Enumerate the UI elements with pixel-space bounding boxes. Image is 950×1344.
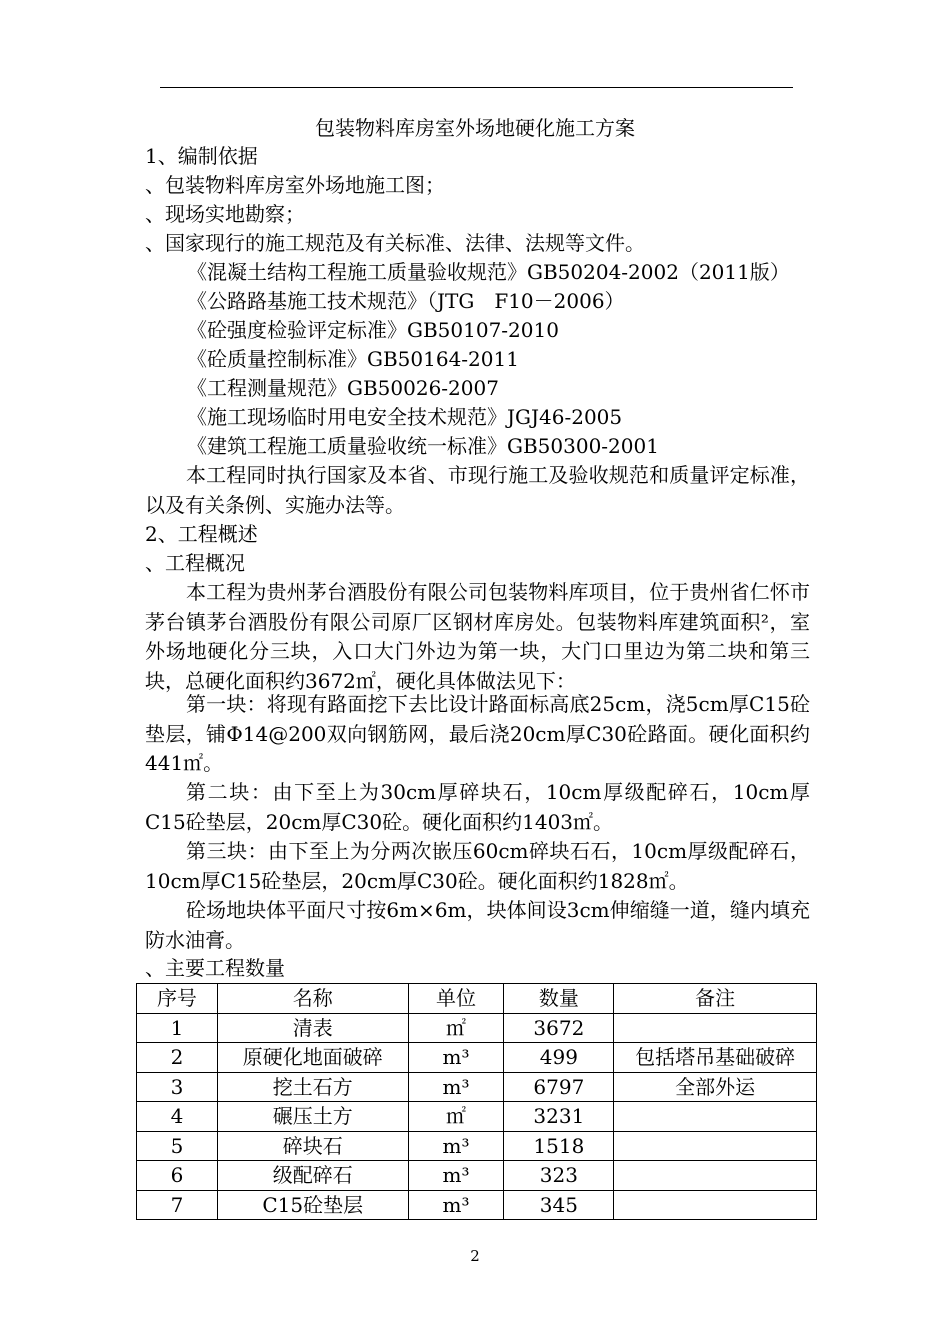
cell-index: 5 xyxy=(137,1131,218,1161)
basis-item: 、国家现行的施工规范及有关标准、法律、法规等文件。 xyxy=(145,231,645,255)
cell-unit: ㎡ xyxy=(408,1102,504,1132)
section-heading-basis: 1、编制依据 xyxy=(145,144,258,168)
reference-item: 《施工现场临时用电安全技术规范》JGJ46-2005 xyxy=(187,405,623,429)
block-two-paragraph: 第二块：由下至上为30cm厚碎块石，10cm厚级配碎石，10cm厚C15砼垫层，20cm厚C30砼。硬化面积约1403㎡。 xyxy=(145,780,810,834)
cell-remark xyxy=(614,1190,817,1220)
standards-paragraph: 本工程同时执行国家及本省、市现行施工及验收规范和质量评定标准，以及有关条例、实施办法等。 xyxy=(145,463,810,517)
cell-index: 7 xyxy=(137,1190,218,1220)
cell-unit: m³ xyxy=(408,1043,504,1073)
cell-remark xyxy=(614,1161,817,1191)
table-row xyxy=(137,1013,817,1043)
block-three-paragraph: 第三块：由下至上为分两次嵌压60cm碎块石石，10cm厚级配碎石，10cm厚C15砼垫层，20cm厚C30砼。硬化面积约1828㎡。 xyxy=(145,839,810,893)
basis-item: 、现场实地勘察； xyxy=(145,202,305,226)
cell-unit: m³ xyxy=(408,1161,504,1191)
header-cell-index: 序号 xyxy=(137,984,218,1014)
table-row xyxy=(137,1161,817,1191)
cell-remark xyxy=(614,1013,817,1043)
cell-quantity: 6797 xyxy=(504,1072,614,1102)
table-header-row xyxy=(137,984,817,1014)
cell-name: 碎块石 xyxy=(217,1131,408,1161)
subsection-heading-overview: 、工程概况 xyxy=(145,551,245,575)
cell-name: C15砼垫层 xyxy=(217,1190,408,1220)
block-one-paragraph: 第一块：将现有路面挖下去比设计路面标高底25cm，浇5cm厚C15砼垫层，铺Φ14@200双向钢筋网，最后浇20cm厚C30砼路面。硬化面积约441㎡。 xyxy=(145,692,810,775)
header-cell-name: 名称 xyxy=(217,984,408,1014)
overview-paragraph: 本工程为贵州茅台酒股份有限公司包装物料库项目，位于贵州省仁怀市茅台镇茅台酒股份有限公司原厂区钢材库房处。包装物料库建筑面积²，室外场地硬化分三块，入口大门外边为第一块，大门口里边为第二块和第三块，总硬化面积约3672㎡，硬化具体做法见下： xyxy=(145,580,810,693)
cell-quantity: 3672 xyxy=(504,1013,614,1043)
table-row xyxy=(137,1190,817,1220)
basis-item: 、包装物料库房室外场地施工图； xyxy=(145,173,445,197)
document-title: 包装物料库房室外场地硬化施工方案 xyxy=(315,116,635,140)
cell-unit: m³ xyxy=(408,1131,504,1161)
cell-remark: 包括塔吊基础破碎 xyxy=(614,1043,817,1073)
cell-name: 级配碎石 xyxy=(217,1161,408,1191)
cell-index: 3 xyxy=(137,1072,218,1102)
cell-quantity: 345 xyxy=(504,1190,614,1220)
cell-quantity: 3231 xyxy=(504,1102,614,1132)
cell-quantity: 1518 xyxy=(504,1131,614,1161)
cell-name: 挖土石方 xyxy=(217,1072,408,1102)
cell-name: 原硬化地面破碎 xyxy=(217,1043,408,1073)
cell-remark xyxy=(614,1102,817,1132)
cell-quantity: 499 xyxy=(504,1043,614,1073)
reference-item: 《砼强度检验评定标准》GB50107-2010 xyxy=(187,318,559,342)
cell-unit: ㎡ xyxy=(408,1013,504,1043)
page-number: 2 xyxy=(470,1247,480,1265)
cell-remark xyxy=(614,1131,817,1161)
table-row xyxy=(137,1131,817,1161)
reference-item: 《混凝土结构工程施工质量验收规范》GB50204-2002（2011版） xyxy=(187,260,790,284)
cell-remark: 全部外运 xyxy=(614,1072,817,1102)
table-row xyxy=(137,1072,817,1102)
header-cell-unit: 单位 xyxy=(408,984,504,1014)
reference-item: 《砼质量控制标准》GB50164-2011 xyxy=(187,347,519,371)
cell-unit: m³ xyxy=(408,1190,504,1220)
cell-index: 2 xyxy=(137,1043,218,1073)
cell-name: 清表 xyxy=(217,1013,408,1043)
cell-index: 6 xyxy=(137,1161,218,1191)
reference-item: 《建筑工程施工质量验收统一标准》GB50300-2001 xyxy=(187,434,659,458)
cell-quantity: 323 xyxy=(504,1161,614,1191)
cell-name: 碾压土方 xyxy=(217,1102,408,1132)
cell-unit: m³ xyxy=(408,1072,504,1102)
joint-paragraph: 砼场地块体平面尺寸按6m×6m，块体间设3cm伸缩缝一道，缝内填充防水油膏。 xyxy=(145,898,810,952)
header-cell-quantity: 数量 xyxy=(504,984,614,1014)
reference-item: 《公路路基施工技术规范》（JTG F10－2006） xyxy=(187,289,625,313)
section-heading-overview: 2、工程概述 xyxy=(145,522,258,546)
quantities-table xyxy=(136,983,817,1220)
table-row xyxy=(137,1043,817,1073)
cell-index: 1 xyxy=(137,1013,218,1043)
table-row xyxy=(137,1102,817,1132)
subsection-heading-quantities: 、主要工程数量 xyxy=(145,956,285,980)
cell-index: 4 xyxy=(137,1102,218,1132)
reference-item: 《工程测量规范》GB50026-2007 xyxy=(187,376,499,400)
header-cell-remark: 备注 xyxy=(614,984,817,1014)
header-rule xyxy=(160,87,793,88)
